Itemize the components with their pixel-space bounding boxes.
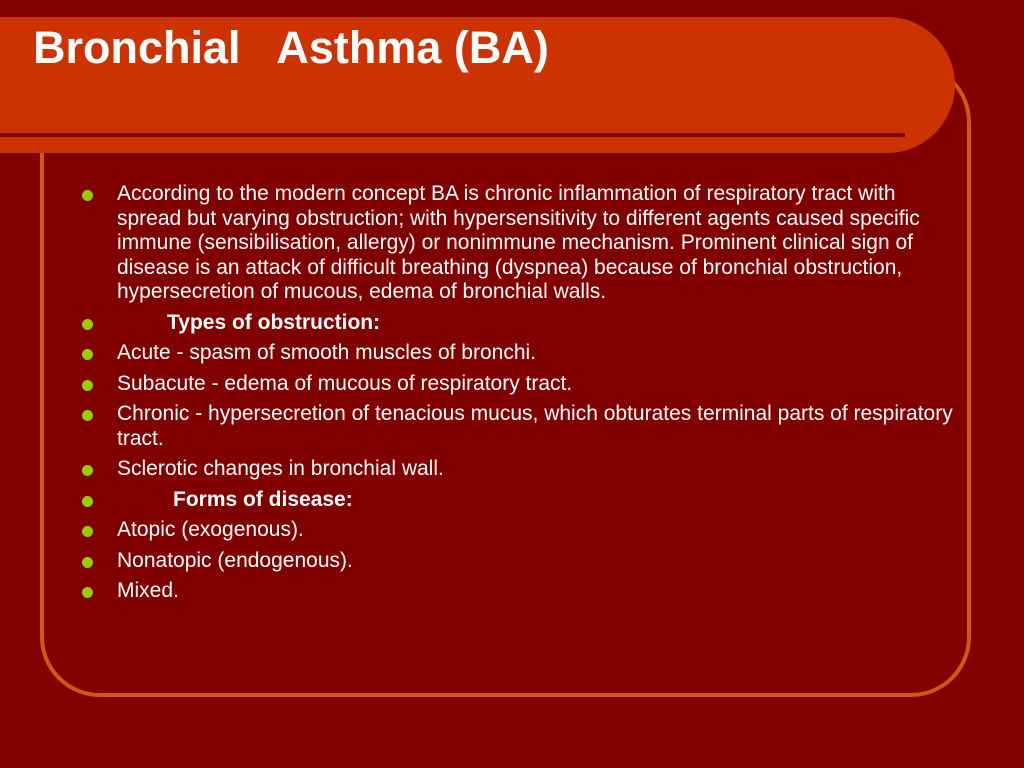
bullet-text: Mixed. (117, 579, 179, 602)
bullet-item (78, 372, 958, 397)
bullet-item (78, 579, 958, 604)
bullet-dot-icon (82, 526, 93, 537)
bullet-dot-icon (82, 496, 93, 507)
bullet-dot-icon (82, 319, 93, 330)
bullet-item (78, 402, 958, 451)
bullet-dot-icon (82, 190, 93, 201)
bullet-text: According to the modern concept BA is chronic inflammation of respiratory tract with spread but varying obstruction; with hypersensitivity to different agents caused specific immune (sensibilisation, allergy) or nonimmune mechanism. Prominent clinical sign of disease is an attack of difficult breathing (dyspnea) because of bronchial obstruction, hypersecretion of mucous, edema of bronchial walls. (117, 182, 920, 303)
bullet-item (78, 341, 958, 366)
section-heading-obstruction: Types of obstruction: (167, 310, 381, 334)
bullet-text: Sclerotic changes in bronchial wall. (117, 457, 444, 480)
bullet-text: Atopic (exogenous). (117, 518, 304, 541)
bullet-dot-icon (82, 465, 93, 476)
slide-title: Bronchial Asthma (BA) (33, 22, 549, 73)
section-heading-forms: Forms of disease: (173, 487, 353, 511)
bullet-item (78, 457, 958, 482)
bullet-dot-icon (82, 380, 93, 391)
bullet-item (78, 518, 958, 543)
bullet-dot-icon (82, 557, 93, 568)
bullet-dot-icon (82, 349, 93, 360)
bullet-item (78, 549, 958, 574)
title-divider (0, 133, 905, 137)
bullet-list (78, 182, 958, 610)
bullet-text: Chronic - hypersecretion of tenacious mucus, which obturates terminal parts of respiratory tract. (117, 402, 953, 450)
bullet-text: Acute - spasm of smooth muscles of bronchi. (117, 341, 537, 364)
bullet-item-section-heading (78, 311, 958, 336)
bullet-item (78, 182, 958, 305)
bullet-text: Nonatopic (endogenous). (117, 548, 353, 572)
bullet-item-section-heading (78, 488, 958, 513)
bullet-dot-icon (82, 587, 93, 598)
bullet-dot-icon (82, 410, 93, 421)
bullet-text: Subacute - edema of mucous of respiratory tract. (117, 371, 573, 395)
